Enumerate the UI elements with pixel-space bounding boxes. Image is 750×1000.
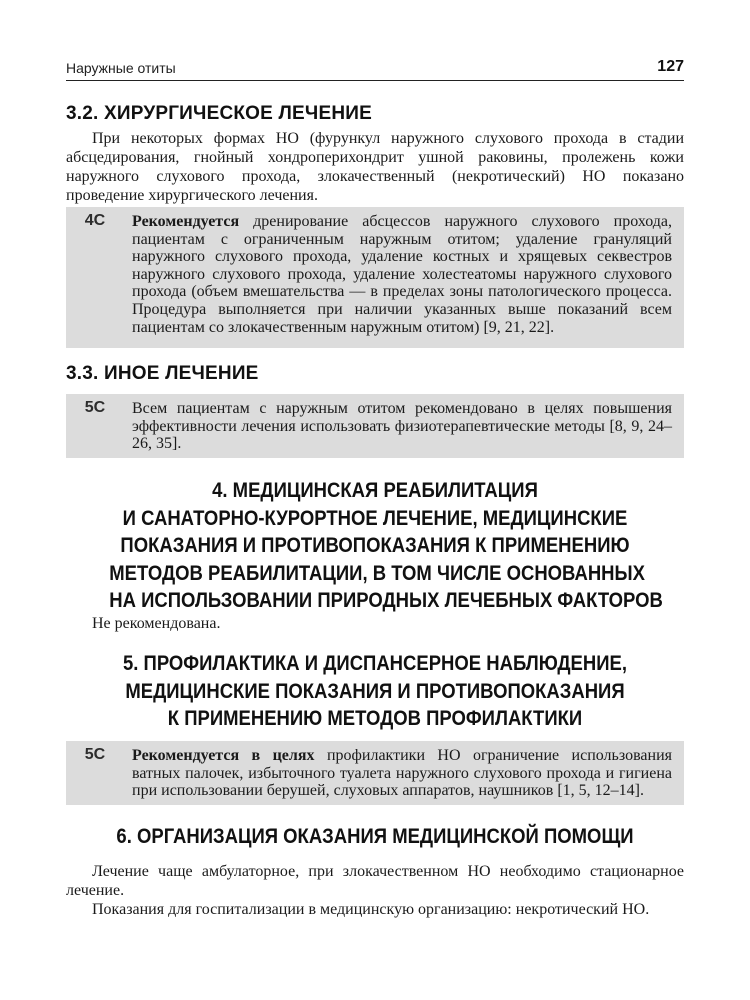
section-3-2-heading: 3.2. ХИРУРГИЧЕСКОЕ ЛЕЧЕНИЕ — [66, 103, 372, 124]
section-3-3-heading: 3.3. ИНОЕ ЛЕЧЕНИЕ — [66, 363, 259, 384]
section-6-paragraph-2: Показания для госпитализации в медицинскую организацию: некротический НО. — [92, 901, 650, 918]
recommendation-text: Рекомендуется в целях профилактики НО ограничение использования ватных палочек, избыточного туалета наружного слухового прохода и гигиена при использовании берушей, слуховых аппаратов, наушников [1, 5, 12–14]. — [132, 747, 672, 800]
evidence-level-badge: 4С — [84, 212, 106, 229]
running-title: Наружные отиты — [66, 60, 176, 76]
recommendation-box-5c-prevention — [66, 741, 684, 805]
evidence-level-badge: 5С — [84, 399, 106, 416]
page-number: 127 — [657, 58, 684, 75]
page-header — [66, 58, 684, 81]
section-4-text: Не рекомендована. — [92, 615, 221, 632]
recommendation-box-4c — [66, 207, 684, 348]
recommendation-box-5c-physio — [66, 394, 684, 458]
section-5-heading: 5. ПРОФИЛАКТИКА И ДИСПАНСЕРНОЕ НАБЛЮДЕНИЕ, МЕДИЦИНСКИЕ ПОКАЗАНИЯ И ПРОТИВОПОКАЗАНИЯ К ПРИМЕНЕНИЮ МЕТОДОВ ПРОФИЛАКТИКИ — [122, 651, 628, 730]
section-3-2-intro: При некоторых формах НО (фурункул наружного слухового прохода в стадии абсцедирования, гнойный хондроперихондрит ушной раковины, пролежень кожи наружного слухового прохода, злокачественный (некротический) НО показано проведение хирургического лечения. — [66, 130, 684, 204]
section-6-paragraph-1: Лечение чаще амбулаторное, при злокачественном НО необходимо стационарное лечение. — [66, 863, 684, 899]
section-4-heading: 4. МЕДИЦИНСКАЯ РЕАБИЛИТАЦИЯ И САНАТОРНО-КУРОРТНОЕ ЛЕЧЕНИЕ, МЕДИЦИНСКИЕ ПОКАЗАНИЯ И ПРОТИВОПОКАЗАНИЯ К ПРИМЕНЕНИЮ МЕТОДОВ РЕАБИЛИТАЦИИ, В ТОМ ЧИСЛЕ ОСНОВАННЫХ НА ИСПОЛЬЗОВАНИИ ПРИРОДНЫХ ЛЕЧЕБНЫХ ФАКТОРОВ — [109, 478, 663, 612]
recommendation-text: Всем пациентам с наружным отитом рекомендовано в целях повышения эффективности лечения использовать физиотерапевтические методы [8, 9, 24–26, 35]. — [132, 400, 672, 453]
section-6-heading: 6. ОРГАНИЗАЦИЯ ОКАЗАНИЯ МЕДИЦИНСКОЙ ПОМОЩИ — [116, 824, 634, 848]
recommendation-text: Рекомендуется дренирование абсцессов наружного слухового прохода, пациентам с ограниченным наружным отитом; удаление грануляций наружного слухового прохода, удаление костных и хрящевых секвестров наружного слухового прохода, удаление холестеатомы наружного слухового прохода (объем вмешательства — в пределах зоны патологического процесса. Процедура выполняется при наличии указанных выше показаний всем пациентам со злокачественным наружным отитом) [9, 21, 22]. — [132, 213, 672, 336]
evidence-level-badge: 5С — [84, 746, 106, 763]
